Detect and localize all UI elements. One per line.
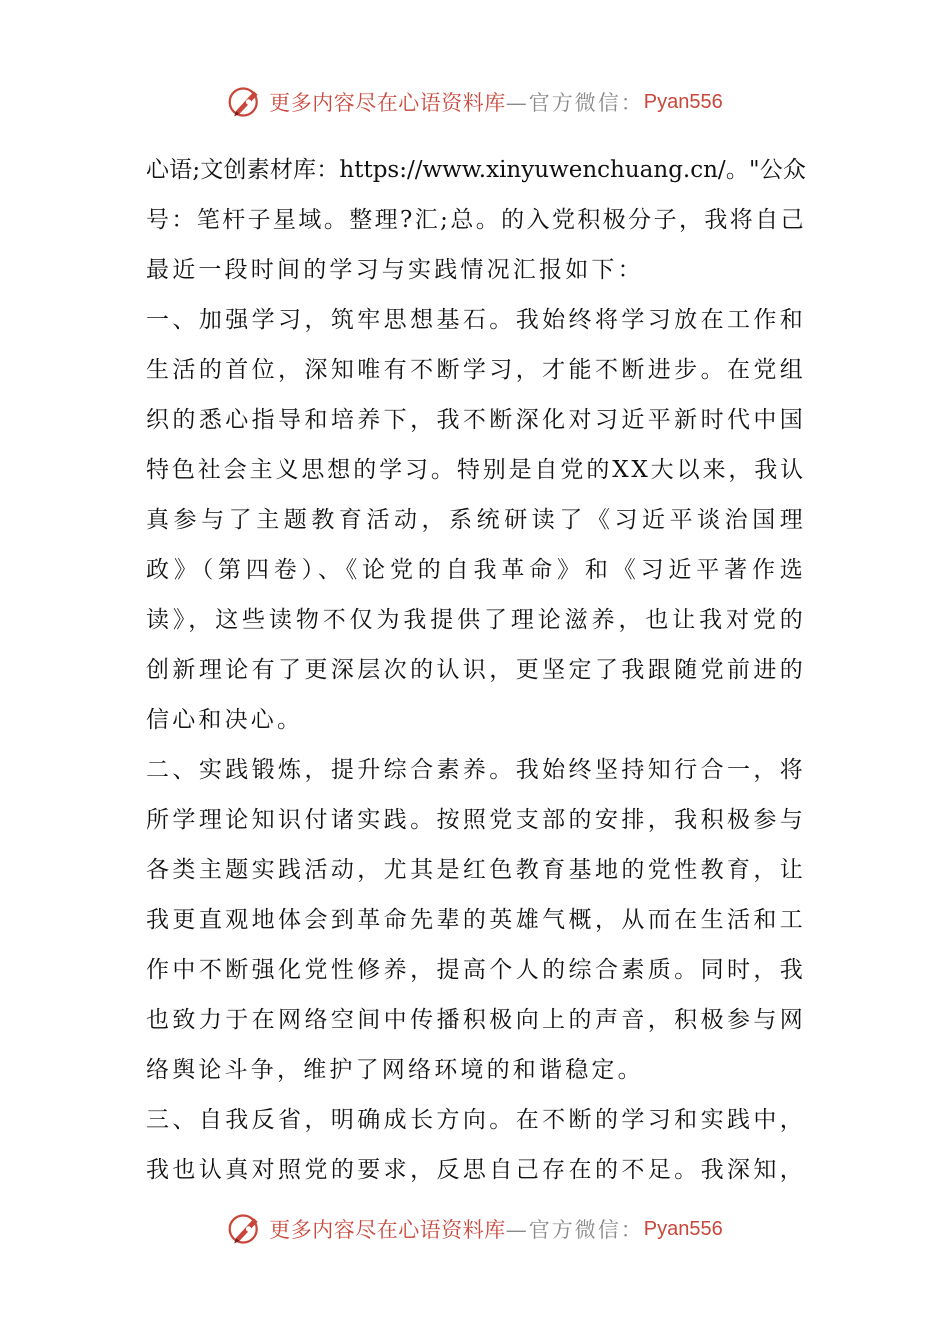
- footer-watermark: [0, 1209, 950, 1249]
- body-line: 特色社会主义思想的学习。特别是自党的XX大以来，我认: [146, 457, 806, 483]
- body-line: 织的悉心指导和培养下，我不断深化对习近平新时代中国: [146, 407, 806, 433]
- pen-logo-icon: [227, 84, 263, 120]
- footer-wechat-id: Pyan556: [643, 1217, 723, 1240]
- body-line: 三、自我反省，明确成长方向。在不断的学习和实践中，: [146, 1107, 806, 1133]
- body-line: 各类主题实践活动，尤其是红色教育基地的党性教育，让: [146, 857, 806, 883]
- document-body: [146, 145, 806, 1195]
- body-line: 所学理论知识付诸实践。按照党支部的安排，我积极参与: [146, 807, 806, 833]
- footer-brand: 更多内容尽在心语资料库: [269, 1218, 506, 1242]
- body-line: 也致力于在网络空间中传播积极向上的声音，积极参与网: [146, 1007, 806, 1033]
- header-watermark: [0, 82, 950, 122]
- body-line: 心语;文创素材库：https://www.xinyuwenchuang.cn/。"公众: [146, 157, 806, 183]
- header-wechat-id: Pyan556: [643, 90, 723, 113]
- body-line: 我更直观地体会到革命先辈的英雄气概，从而在生活和工: [146, 907, 806, 933]
- body-line: 作中不断强化党性修养，提高个人的综合素质。同时，我: [146, 957, 806, 983]
- body-line: 生活的首位，深知唯有不断学习，才能不断进步。在党组: [146, 357, 806, 383]
- footer-dash: —官方微信：: [505, 1218, 644, 1242]
- body-line: 络舆论斗争，维护了网络环境的和谐稳定。: [146, 1057, 644, 1083]
- body-line: 我也认真对照党的要求，反思自己存在的不足。我深知，: [146, 1157, 806, 1183]
- body-line: 信心和决心。: [146, 707, 304, 733]
- body-line: 政》（第四卷）、《论党的自我革命》和《习近平著作选: [146, 557, 806, 583]
- body-line: 号：笔杆子星域。整理?汇;总。的入党积极分子，我将自己: [146, 207, 806, 233]
- body-line: 一、加强学习，筑牢思想基石。我始终将学习放在工作和: [146, 307, 806, 333]
- body-line: 最近一段时间的学习与实践情况汇报如下：: [146, 257, 644, 283]
- body-line: 真参与了主题教育活动，系统研读了《习近平谈治国理: [146, 507, 806, 533]
- body-line: 读》，这些读物不仅为我提供了理论滋养，也让我对党的: [146, 607, 806, 633]
- pen-logo-icon: [227, 1211, 263, 1247]
- body-line: 创新理论有了更深层次的认识，更坚定了我跟随党前进的: [146, 657, 806, 683]
- body-line: 二、实践锻炼，提升综合素养。我始终坚持知行合一，将: [146, 757, 806, 783]
- header-brand: 更多内容尽在心语资料库: [269, 91, 506, 115]
- header-dash: —官方微信：: [505, 91, 644, 115]
